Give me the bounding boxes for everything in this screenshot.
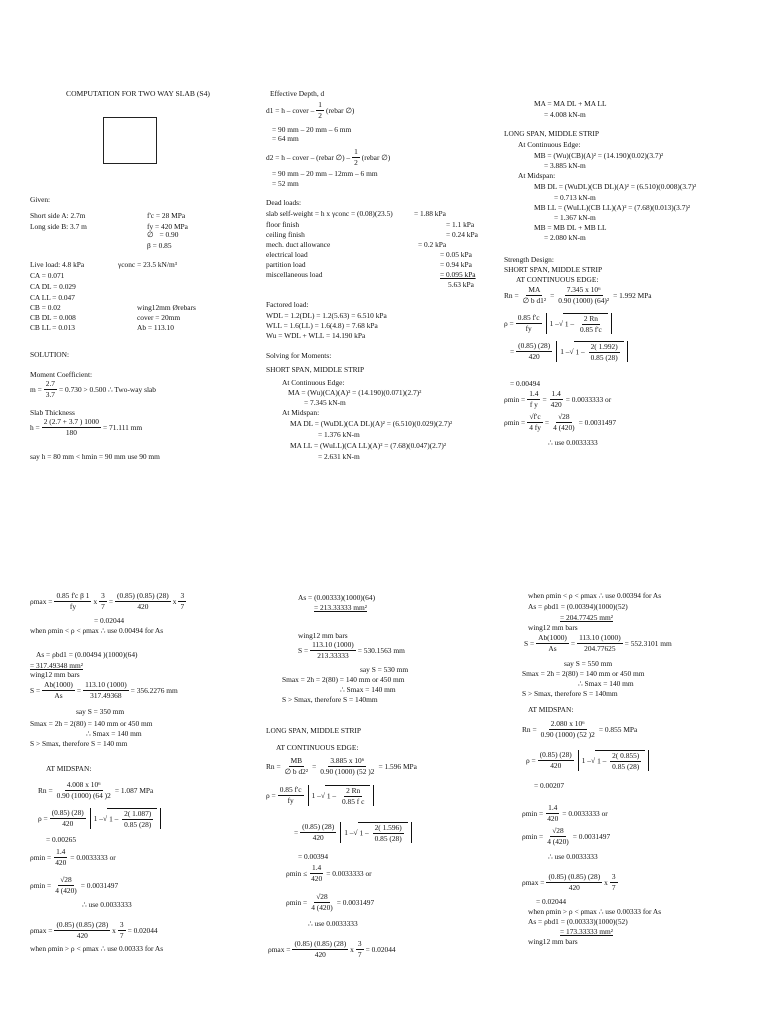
phi-number: = 0.90 [159, 230, 179, 239]
rho-substituted-5: = $\frac{(0.85) (28)}{420}$ 1 – √ 1 – $\frac{2( 1.596)}{0.85 (28)}$ [294, 822, 414, 843]
say-h: say h = 80 mm < hmin = 90 mm use 90 mm [30, 452, 160, 461]
dead-loads-label: Dead loads: [266, 198, 302, 207]
rn-equation-3: Rn = $\frac{MA}{\text{∅ b d1²}}$ = $\frac{\text{7.345 x 10⁶}}{\text{0.90 (1000) (64)²}}$ = 1.992 MPa [504, 285, 652, 306]
misc-load: miscellaneous load [266, 270, 323, 279]
mbll-equation: MB LL = (WuLL)(CB LL)(A)² = (7.68)(0.013)(3.7)² [534, 203, 691, 212]
wing-5: wing12 mm bars [298, 631, 348, 640]
fy-value: fy = 420 MPa [147, 222, 188, 231]
wll-equation: WLL = 1.6(LL) = 1.6(4.8) = 7.68 kPa [266, 321, 378, 330]
d2-equation: d2 = h – cover – (rebar ∅) – $\frac{1}{2}$ (rebar ∅) [266, 147, 391, 168]
madl-equation: MA DL = (WuDL)(CA DL)(A)² = (6.510)(0.029)(2.7)² [290, 419, 453, 428]
factored-load-label: Factored load: [266, 300, 309, 309]
fc-value: f'c = 28 MPa [147, 211, 186, 220]
rho-min2-5: ρmin = $\frac{√28}{4 (420)}$ = 0.0031497 [286, 892, 375, 913]
rho-max-4: ρmax = $\frac{\text{0.85 f'c β 1}}{fy}$ x $\frac{3}{7}$ = $\frac{(0.85) (0.85) (28)}{420}$ x $\frac{3}{7}$ [30, 591, 185, 612]
ma-value: = 7.345 kN-m [304, 398, 346, 407]
ma-equation: MA = (Wu)(CA)(A)² = (14.190)(0.071)(2.7)² [288, 388, 422, 397]
use-rho-4: ∴ use 0.0033333 [82, 900, 132, 909]
d2-step2: = 52 mm [272, 179, 299, 188]
long-span-label: LONG SPAN, MIDDLE STRIP [504, 129, 599, 138]
partition-load: partition load [266, 260, 306, 269]
mall-value: = 2.631 kN-m [318, 452, 360, 461]
when-4: when ρmin < ρ < ρmax ∴ use 0.00494 for As [30, 626, 164, 635]
as-equation-5: As = (0.00333)(1000)(64) [298, 593, 376, 602]
m-equation: m = $\frac{2.7}{3.7}$ = 0.730 > 0.500 ∴ Two-way slab [30, 379, 156, 400]
slab-diagram [103, 117, 157, 164]
midspan-label-3: At Midspan: [518, 171, 556, 180]
cont-edge-caps-5: AT CONTINUOUS EDGE: [276, 743, 359, 752]
s-gt-4: S > Smax, therefore S = 140 mm [30, 739, 128, 748]
mb-equation: MB = (Wu)(CB)(A)² = (14.190)(0.02)(3.7)² [534, 151, 664, 160]
effective-depth-label: Effective Depth, d [270, 89, 325, 98]
long-side: Long side B: 3.7 m [30, 222, 87, 231]
mech-duct: mech. duct allowance [266, 240, 331, 249]
misc-load-value: = 0.095 kPa [440, 270, 476, 279]
beta-value: β = 0.85 [147, 241, 172, 250]
rho-min-4: ρmin = $\frac{1.4}{420}$ = 0.0033333 or [30, 847, 116, 868]
mb-value: = 3.885 kN-m [544, 161, 586, 170]
rho-4: ρ = $\frac{(0.85) (28)}{420}$ 1 – √ 1 – $\frac{2( 1.087)}{0.85 (28)}$ [38, 808, 163, 829]
s-gt-6: S > Smax, therefore S = 140mm [522, 689, 618, 698]
rho-min2-4: ρmin = $\frac{√28}{4 (420)}$ = 0.0031497 [30, 875, 119, 896]
phi-symbol: ∅ [147, 230, 154, 239]
gamma-conc: γconc = 23.5 kN/m³ [118, 260, 177, 269]
d1-step1: = 90 mm – 20 mm – 6 mm [272, 125, 352, 134]
slab-self-weight: slab self-weight = h x γconc = (0.08)(23.5) [266, 209, 393, 218]
rn-equation-4: Rn = $\frac{\text{4.008 x 10⁶}}{0.90 (1000) (64 )2}$ = 1.087 MPa [38, 780, 154, 801]
use-rho-5: ∴ use 0.0033333 [308, 919, 358, 928]
ma-sum: MA = MA DL + MA LL [534, 99, 607, 108]
smax-4: Smax = 2h = 2(80) = 140 mm or 450 mm [30, 719, 153, 728]
rho-value-6: = 0.00207 [534, 781, 565, 790]
rho-value-4: = 0.00265 [46, 835, 77, 844]
coef-call: CA LL = 0.047 [30, 293, 75, 302]
ceiling-finish-value: = 0.24 kPa [446, 230, 478, 239]
d1-step2: = 64 mm [272, 134, 299, 143]
rho-value-5: = 0.00394 [298, 852, 329, 861]
moment-coeff-label: Moment Coefficient: [30, 370, 93, 379]
short-span-label-3: SHORT SPAN, MIDDLE STRIP [504, 265, 603, 274]
rho-max2-4: ρmax = $\frac{(0.85) (0.85) (28)}{420}$ x $\frac{3}{7}$ = 0.02044 [30, 920, 158, 941]
rho-formula-5: ρ = $\frac{0.85 f'c}{fy}$ 1 – √ 1 – $\frac{2 Rn}{\text{0.85 f c}}$ [266, 785, 376, 806]
ceiling-finish: ceiling finish [266, 230, 305, 239]
mbll-value: = 1.367 kN-m [554, 213, 596, 222]
cover-value: cover = 20mm [137, 313, 181, 322]
live-load: Live load: 4.8 kPa [30, 260, 85, 269]
rho-min2-6: ρmin = $\frac{√28}{4 (420)}$ = 0.0031497 [522, 826, 611, 847]
rho-value-3: = 0.00494 [510, 379, 541, 388]
cont-edge-label-3: At Continuous Edge: [518, 140, 581, 149]
total-dead-load: 5.63 kPa [448, 280, 474, 289]
short-span-label: SHORT SPAN, MIDDLE STRIP [266, 365, 365, 374]
when-6: when ρmin < ρ < ρmax ∴ use 0.00394 for As [528, 591, 662, 600]
rho-min2-3: ρmin = $\frac{√f'c}{4 fy}$ = $\frac{√28}{4 (420)}$ = 0.0031497 [504, 412, 617, 433]
as-equation-6: As = ρbd1 = (0.00394)(1000)(52) [528, 602, 628, 611]
smax2-5: ∴ Smax = 140 mm [340, 685, 396, 694]
rho-max-5: ρmax = $\frac{(0.85) (0.85) (28)}{420}$ x $\frac{3}{7}$ = 0.02044 [268, 939, 396, 960]
as-value-4: = 317.49348 mm² [30, 661, 83, 670]
mb-sum: MB = MB DL + MB LL [534, 223, 607, 232]
rho-max-6: ρmax = $\frac{(0.85) (0.85) (28)}{420}$ x $\frac{3}{7}$ [522, 872, 616, 893]
slab-self-weight-value: = 1.88 kPa [414, 209, 446, 218]
rho-min-6: ρmin = $\frac{1.4}{420}$ = 0.0033333 or [522, 803, 608, 824]
rho-min-3: ρmin = $\frac{1.4}{\text{f y}}$ = $\frac{1.4}{420}$ = 0.0033333 or [504, 389, 612, 410]
as-value-6: = 204.77425 mm² [560, 613, 613, 622]
s-equation-5: S = $\frac{113.10 (1000)}{213.33333}$ = 530.1563 mm [298, 640, 405, 661]
coef-cadl: CA DL = 0.029 [30, 282, 76, 291]
madl-value: = 1.376 kN-m [318, 430, 360, 439]
use-rho-3: ∴ use 0.0033333 [548, 438, 598, 447]
given-label: Given: [30, 195, 51, 204]
continuous-edge-label: At Continuous Edge: [282, 378, 345, 387]
when2-4: when ρmin > ρ < ρmax ∴ use 0.00333 for As [30, 944, 164, 953]
d2-step1: = 90 mm – 20 mm – 12mm – 6 mm [272, 169, 378, 178]
use-rho-6: ∴ use 0.0033333 [548, 852, 598, 861]
smax-5: Smax = 2h = 2(80) = 140 mm or 450 mm [282, 675, 405, 684]
s-gt-5: S > Smax, therefore S = 140mm [282, 695, 378, 704]
as-equation-4: As = ρbd1 = (0.00494 )(1000)(64) [36, 650, 138, 659]
rho-min-5: ρmin ≤ $\frac{1.4}{420}$ = 0.0033333 or [286, 863, 372, 884]
as-value-5: = 213.33333 mm² [314, 603, 367, 612]
smax2-6: ∴ Smax = 140 mm [578, 679, 634, 688]
as2-equation-6: As = ρbd1 = (0.00333)(1000)(52) [528, 917, 628, 926]
midspan-label: At Midspan: [282, 408, 320, 417]
mb-sum-value: = 2.080 kN-m [544, 233, 586, 242]
wing-4: wing12 mm bars [30, 670, 80, 679]
mbdl-equation: MB DL = (WuDL)(CB DL)(A)² = (6.510)(0.008)(3.7)² [534, 182, 697, 191]
rebar-wing: wing12mm Ørebars [137, 303, 196, 312]
electrical-load-value: = 0.05 kPa [440, 250, 472, 259]
wing-6: wing12 mm bars [528, 623, 578, 632]
cont-edge-caps-3: AT CONTINUOUS EDGE: [516, 275, 599, 284]
floor-finish-value: = 1.1 kPa [446, 220, 475, 229]
mech-duct-value: = 0.2 kPa [418, 240, 447, 249]
wdl-equation: WDL = 1.2(DL) = 1.2(5.63) = 6.510 kPa [266, 311, 387, 320]
coef-cbll: CB LL = 0.013 [30, 323, 75, 332]
say-s-5: say S = 530 mm [360, 665, 409, 674]
slab-thickness-label: Slab Thickness [30, 408, 75, 417]
coef-cbdl: CB DL = 0.008 [30, 313, 76, 322]
say-s-4: say S = 350 mm [76, 707, 125, 716]
rho-substituted-3: = $\frac{(0.85) (28)}{420}$ 1 – √ 1 – $\frac{2( 1.992)}{0.85 (28)}$ [510, 341, 630, 362]
phi-value [147, 231, 178, 238]
at-midspan-6: AT MIDSPAN: [528, 705, 574, 714]
solving-moments-label: Solving for Moments: [266, 351, 332, 360]
floor-finish: floor finish [266, 220, 300, 229]
short-side: Short side A: 2.7m [30, 211, 86, 220]
rho-max-value-6: = 0.02044 [536, 897, 567, 906]
h-equation: h = $\frac{2 (2.7 + 3.7 ) 1000}{180}$ = 71.111 mm [30, 417, 143, 438]
ab-value: Ab = 113.10 [137, 323, 174, 332]
wu-equation: Wu = WDL + WLL = 14.190 kPa [266, 331, 366, 340]
as2-value-6: = 173.33333 mm² [560, 927, 613, 936]
s-equation-6: S = $\frac{Ab(1000)}{As}$ = $\frac{113.10 (1000)}{204.77625}$ = 552.3101 mm [524, 633, 672, 654]
wing2-6: wing12 mm bars [528, 937, 578, 946]
when2-6: when ρmin > ρ < ρmax ∴ use 0.00333 for As [528, 907, 662, 916]
s-equation-4: S = $\frac{Ab(1000)}{As}$ = $\frac{113.10 (1000)}{317.49368}$ = 356.2276 mm [30, 680, 178, 701]
partition-load-value: = 0.94 kPa [440, 260, 472, 269]
smax2-4: ∴ Smax = 140 mm [86, 729, 142, 738]
coef-ca: CA = 0.071 [30, 271, 65, 280]
rho-6: ρ = $\frac{(0.85) (28)}{420}$ 1 – √ 1 – $\frac{2( 0.855)}{0.85 (28)}$ [526, 750, 651, 771]
rho-formula-3: ρ = $\frac{0.85 f'c}{fy}$ 1 – √ 1 – $\frac{2 Rn}{0.85 f'c}$ [504, 313, 614, 334]
ma-sum-value: = 4.008 kN-m [544, 110, 586, 119]
page-title: COMPUTATION FOR TWO WAY SLAB (S4) [66, 89, 210, 98]
electrical-load: electrical load [266, 250, 308, 259]
solution-label: SOLUTION: [30, 350, 70, 359]
coef-cb: CB = 0.02 [30, 303, 61, 312]
mbdl-value: = 0.713 kN-m [554, 193, 596, 202]
long-span-label-5: LONG SPAN, MIDDLE STRIP [266, 726, 361, 735]
at-midspan-4: AT MIDSPAN: [46, 764, 92, 773]
rn-equation-5: Rn = $\frac{MB}{\text{∅ b d2²}}$ = $\frac{\text{3.885 x 10⁶}}{0.90 (1000) (52 )2}$ = 1.596 MPa [266, 756, 417, 777]
mall-equation: MA LL = (WuLL)(CA LL)(A)² = (7.68)(0.047)(2.7)² [290, 441, 447, 450]
strength-design-label: Strength Design: [504, 255, 554, 264]
rn-equation-6: Rn = $\frac{\text{2.080 x 10⁶}}{0.90 (1000) (52 )2}$ = 0.855 MPa [522, 719, 638, 740]
d1-equation: d1 = h – cover – $\frac{1}{2}$ (rebar ∅) [266, 100, 355, 121]
smax-6: Smax = 2h = 2(80) = 140 mm or 450 mm [522, 669, 645, 678]
rho-max-value-4: = 0.02044 [94, 616, 125, 625]
say-s-6: say S = 550 mm [564, 659, 613, 668]
